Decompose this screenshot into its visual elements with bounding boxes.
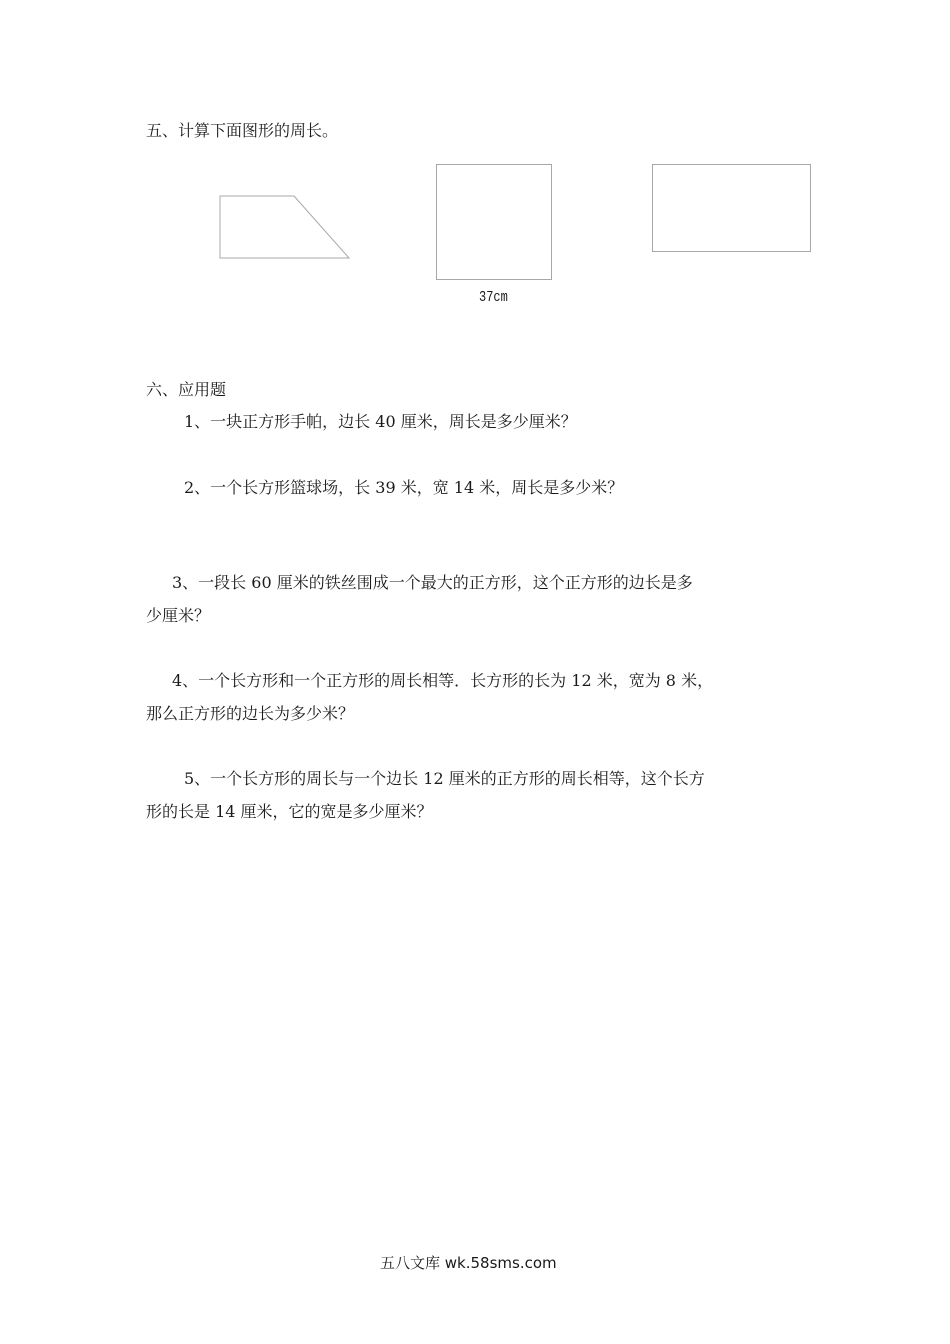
problem-3-line-1: 3、一段长 60 厘米的铁丝围成一个最大的正方形，这个正方形的边长是多 [172,573,693,592]
problem-5-line-2: 形的长是 14 厘米，它的宽是多少厘米？ [146,802,433,821]
problem-1-line-1: 1、一块正方形手帕，边长 40 厘米，周长是多少厘米？ [184,412,577,431]
problem-4-line-2: 那么正方形的边长为多少米？ [146,704,355,723]
problem-5-line-1: 5、一个长方形的周长与一个边长 12 厘米的正方形的周长相等，这个长方 [184,769,705,788]
rectangle-figure [652,164,811,252]
square-figure [436,164,552,280]
square-side-label: 37cm [479,289,508,306]
problem-3-line-2: 少厘米？ [146,606,211,625]
footer-watermark: 五八文库 wk.58sms.com [380,1254,557,1272]
section5-title: 五、计算下面图形的周长。 [146,121,339,140]
trapezoid-figure [218,193,358,263]
problem-2-line-1: 2、一个长方形篮球场，长 39 米，宽 14 米，周长是多少米？ [184,478,624,497]
section6-title: 六、应用题 [146,380,227,399]
problem-4-line-1: 4、一个长方形和一个正方形的周长相等．长方形的长为 12 米，宽为 8 米， [172,671,714,690]
